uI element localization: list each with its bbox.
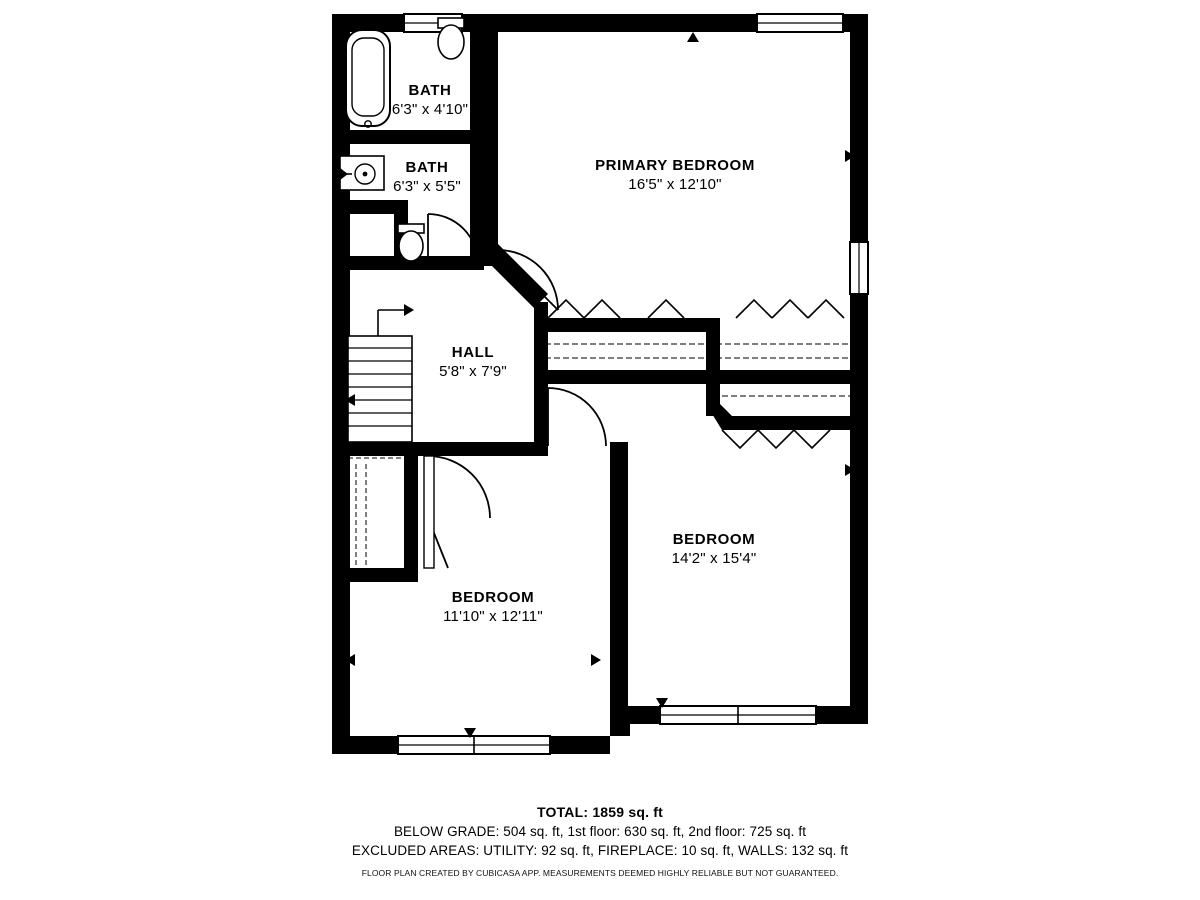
room-dimension: 16'5" x 12'10" [628, 175, 722, 193]
footer-breakdown [0, 824, 1200, 839]
door-hall-to-bedroom [548, 388, 606, 446]
room-dimension: 11'10" x 12'11" [443, 607, 543, 625]
room-dimension: 14'2" x 15'4" [671, 549, 757, 567]
staircase [348, 304, 414, 442]
room-name: BEDROOM [451, 589, 535, 606]
room-name: PRIMARY BEDROOM [595, 157, 755, 174]
room-name: BATH [408, 82, 452, 99]
room-label-hall [413, 344, 533, 382]
room-dimension: 6'3" x 5'5" [393, 177, 461, 195]
window-bottom-left [398, 736, 550, 754]
room-name: HALL [451, 344, 495, 361]
total-area-text: TOTAL: 1859 sq. ft [537, 804, 663, 820]
closet-left-bedroom [348, 458, 404, 566]
footer-disclaimer [0, 868, 1200, 878]
footer-excluded [0, 843, 1200, 858]
room-dimension: 5'8" x 7'9" [439, 362, 507, 380]
window-top-right [757, 14, 843, 32]
room-label-bedroom-left [393, 589, 593, 627]
toilet-fixture-bath2 [398, 224, 424, 261]
room-label-primary-bedroom [565, 157, 785, 195]
excluded-areas-text: EXCLUDED AREAS: UTILITY: 92 sq. ft, FIREPLACE: 10 sq. ft, WALLS: 132 sq. ft [351, 843, 849, 858]
door-left-bedroom [424, 456, 490, 568]
room-label-bath-2 [367, 159, 487, 197]
window-right-primary [850, 242, 868, 294]
area-breakdown-text: BELOW GRADE: 504 sq. ft, 1st floor: 630 sq. ft, 2nd floor: 725 sq. ft [393, 824, 807, 839]
disclaimer-text: FLOOR PLAN CREATED BY CUBICASA APP. MEASUREMENTS DEEMED HIGHLY RELIABLE BUT NOT GUARANTEED. [361, 868, 839, 878]
room-label-bath-1 [370, 82, 490, 120]
room-name: BEDROOM [672, 531, 756, 548]
room-dimension: 6'3" x 4'10" [391, 100, 469, 118]
footer-summary [0, 804, 1200, 820]
toilet-fixture-bath1 [438, 18, 464, 59]
room-label-bedroom-right [614, 531, 814, 569]
window-bottom-right [660, 706, 816, 724]
room-name: BATH [405, 159, 449, 176]
